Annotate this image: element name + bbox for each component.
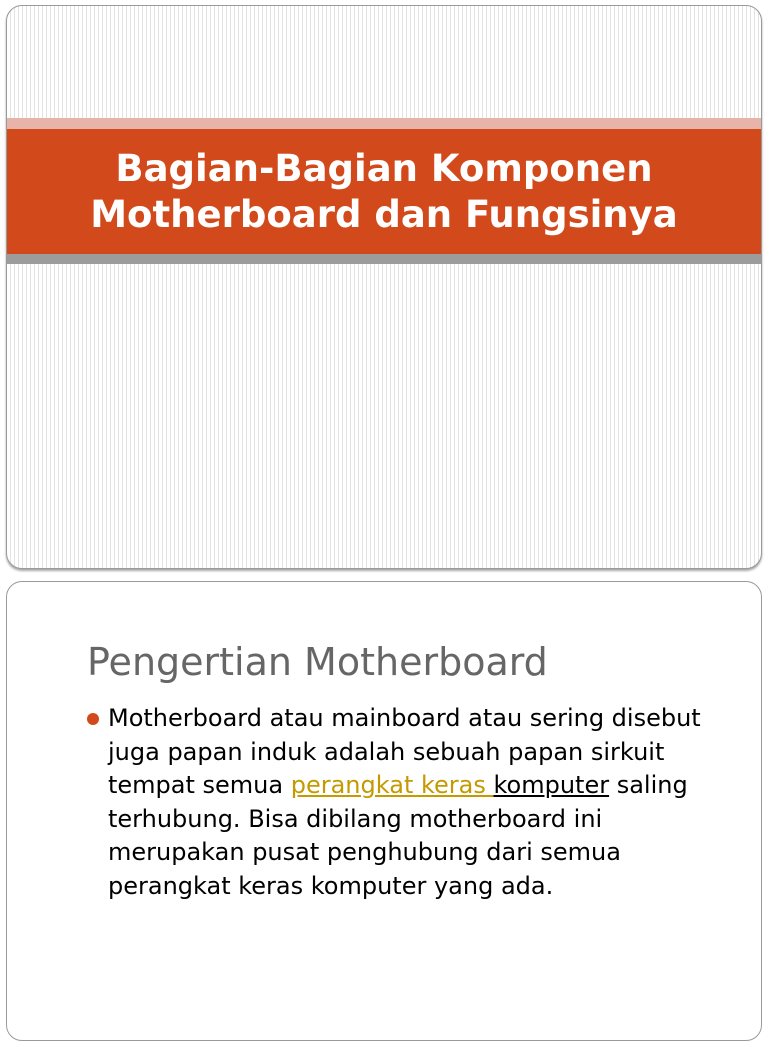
slide-heading: Pengertian Motherboard <box>87 640 548 684</box>
slide-title-line1: Bagian-Bagian Komponen <box>115 146 653 190</box>
bullet-text <box>87 702 727 903</box>
content-slide <box>6 581 762 1041</box>
bullet-dot-icon <box>87 713 99 725</box>
link-komputer[interactable]: komputer <box>493 771 610 799</box>
title-band-top-stripe <box>7 118 761 129</box>
bullet-text-before: Motherboard atau mainboard atau sering disebut juga papan induk adalah sebuah papan sirkuit tempat semua <box>108 704 701 799</box>
title-slide <box>6 5 762 569</box>
slide-title-line2: Motherboard dan Fungsinya <box>90 192 678 236</box>
link-perangkat-keras[interactable]: perangkat keras <box>290 771 494 799</box>
bullet-text-after: saling terhubung. Bisa dibilang motherboard ini merupakan pusat penghubung dari semua perangkat keras komputer yang ada. <box>108 771 688 900</box>
title-band-bottom-stripe <box>7 254 761 264</box>
bullet-item <box>87 702 727 903</box>
title-band <box>7 129 761 254</box>
slide-title <box>90 146 678 238</box>
